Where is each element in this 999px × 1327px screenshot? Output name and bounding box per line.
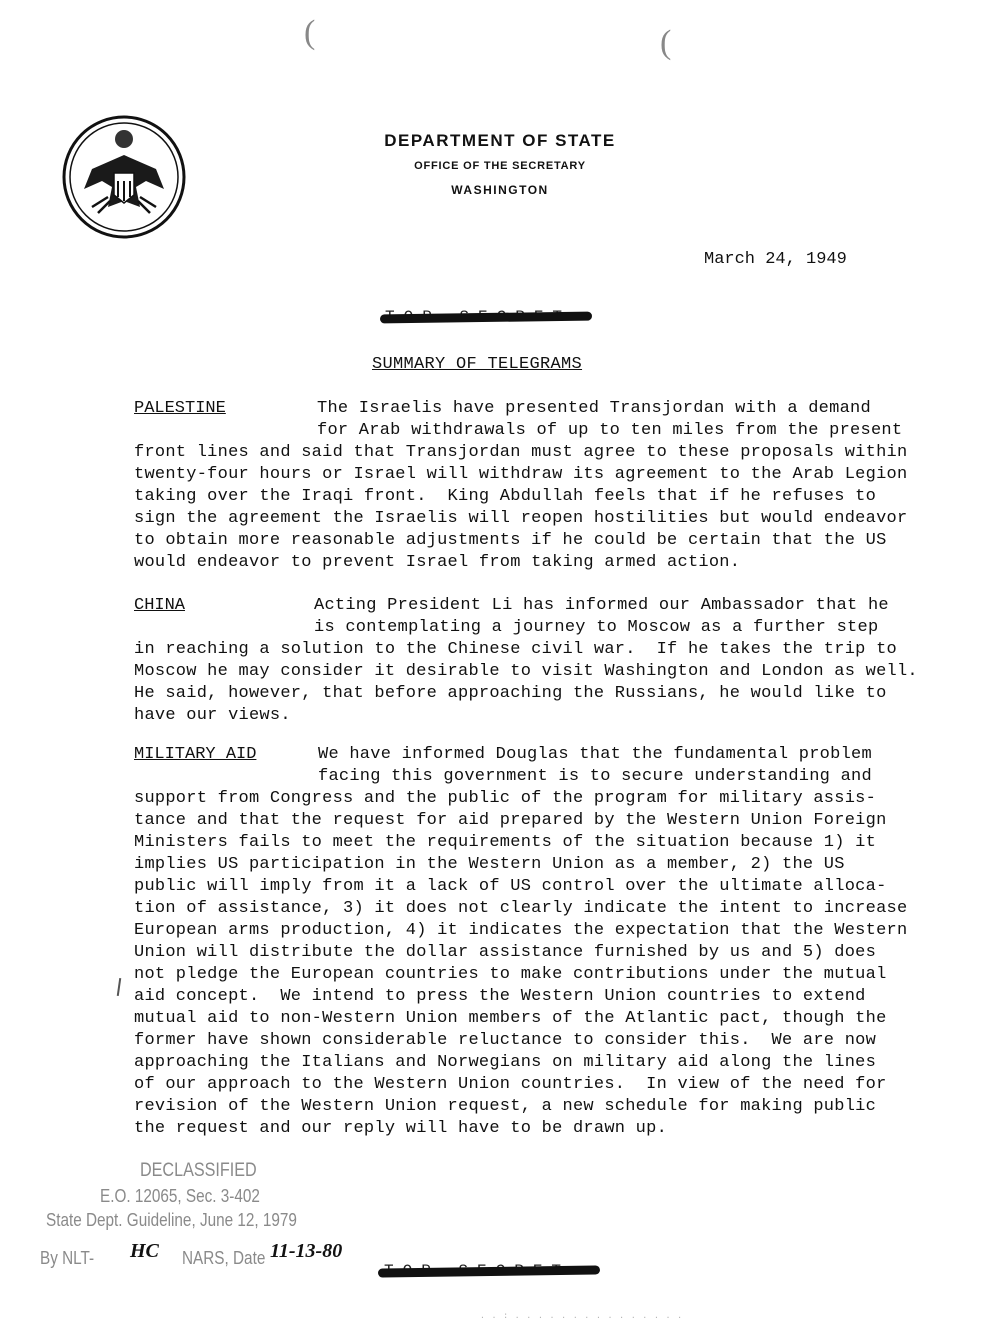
china-line: He said, however, that before approaching the Russians, he would like to	[134, 684, 887, 703]
military-aid-line: aid concept. We intend to press the Western Union countries to extend	[134, 987, 866, 1006]
palestine-line: front lines and said that Transjordan must agree to these proposals within	[134, 443, 908, 462]
military-aid-line: tance and that the request for aid prepared by the Western Union Foreign	[134, 811, 887, 830]
declassified-stamp: DECLASSIFIED	[140, 1160, 257, 1181]
document-title: SUMMARY OF TELEGRAMS	[372, 355, 583, 374]
military-aid-line: facing this government is to secure understanding and	[318, 767, 872, 786]
punch-mark-right: (	[660, 24, 672, 61]
declassified-by-prefix: By NLT-	[40, 1248, 95, 1268]
section-label-china: CHINA	[134, 596, 186, 615]
military-aid-line: implies US participation in the Western Union as a member, 2) the US	[134, 855, 845, 874]
palestine-line: to obtain more reasonable adjustments if he could be certain that the US	[134, 531, 887, 550]
scan-artifact: . . : . . . . . . . . . . . . . . .	[480, 1312, 684, 1321]
palestine-line: would endeavor to prevent Israel from taking armed action.	[134, 553, 741, 572]
china-line: Acting President Li has informed our Ambassador that he	[314, 596, 889, 615]
military-aid-line: European arms production, 4) it indicates the expectation that the Western	[134, 921, 908, 940]
military-aid-line: revision of the Western Union request, a new schedule for making public	[134, 1097, 877, 1116]
military-aid-line: Ministers fails to meet the requirements of the situation because 1) it	[134, 833, 877, 852]
declassified-initials: HC	[130, 1240, 159, 1262]
military-aid-line: support from Congress and the public of the program for military assis-	[134, 789, 877, 808]
china-line: have our views.	[134, 706, 291, 725]
military-aid-line: public will imply from it a lack of US control over the ultimate alloca-	[134, 877, 887, 896]
section-label-military-aid: MILITARY AID	[134, 745, 257, 764]
document-date: March 24, 1949	[704, 250, 847, 269]
declassified-date: 11-13-80	[270, 1240, 343, 1262]
china-line: is contemplating a journey to Moscow as a further step	[314, 618, 879, 637]
declassified-nars-date: NARS, Date	[182, 1248, 266, 1268]
palestine-line: The Israelis have presented Transjordan with a demand	[317, 399, 871, 418]
letterhead-city: WASHINGTON	[451, 183, 549, 197]
military-aid-line: Union will distribute the dollar assistance furnished by us and 5) does	[134, 943, 877, 962]
china-line: Moscow he may consider it desirable to visit Washington and London as well.	[134, 662, 918, 681]
punch-mark-left: (	[304, 14, 316, 51]
palestine-line: for Arab withdrawals of up to ten miles from the present	[317, 421, 903, 440]
letterhead-office: OFFICE OF THE SECRETARY	[414, 160, 586, 172]
military-aid-line: We have informed Douglas that the fundamental problem	[318, 745, 872, 764]
military-aid-line: not pledge the European countries to make contributions under the mutual	[134, 965, 887, 984]
military-aid-line: the request and our reply will have to be drawn up.	[134, 1119, 668, 1138]
military-aid-line: of our approach to the Western Union countries. In view of the need for	[134, 1075, 887, 1094]
declassified-guideline: State Dept. Guideline, June 12, 1979	[46, 1210, 297, 1230]
declassified-authority: E.O. 12065, Sec. 3-402	[100, 1186, 260, 1206]
military-aid-line: tion of assistance, 3) it does not clearly indicate the intent to increase	[134, 899, 908, 918]
palestine-line: twenty-four hours or Israel will withdraw its agreement to the Arab Legion	[134, 465, 908, 484]
military-aid-line: former have shown considerable reluctance to consider this. We are now	[134, 1031, 877, 1050]
great-seal-icon	[62, 115, 186, 239]
margin-mark	[117, 978, 121, 996]
palestine-line: sign the agreement the Israelis will reopen hostilities but would endeavor	[134, 509, 908, 528]
section-label-palestine: PALESTINE	[134, 399, 226, 418]
letterhead-department: DEPARTMENT OF STATE	[384, 131, 616, 150]
military-aid-line: approaching the Italians and Norwegians on military aid along the lines	[134, 1053, 877, 1072]
china-line: in reaching a solution to the Chinese civil war. If he takes the trip to	[134, 640, 897, 659]
military-aid-line: mutual aid to non-Western Union members of the Atlantic pact, though the	[134, 1009, 887, 1028]
palestine-line: taking over the Iraqi front. King Abdullah feels that if he refuses to	[134, 487, 877, 506]
